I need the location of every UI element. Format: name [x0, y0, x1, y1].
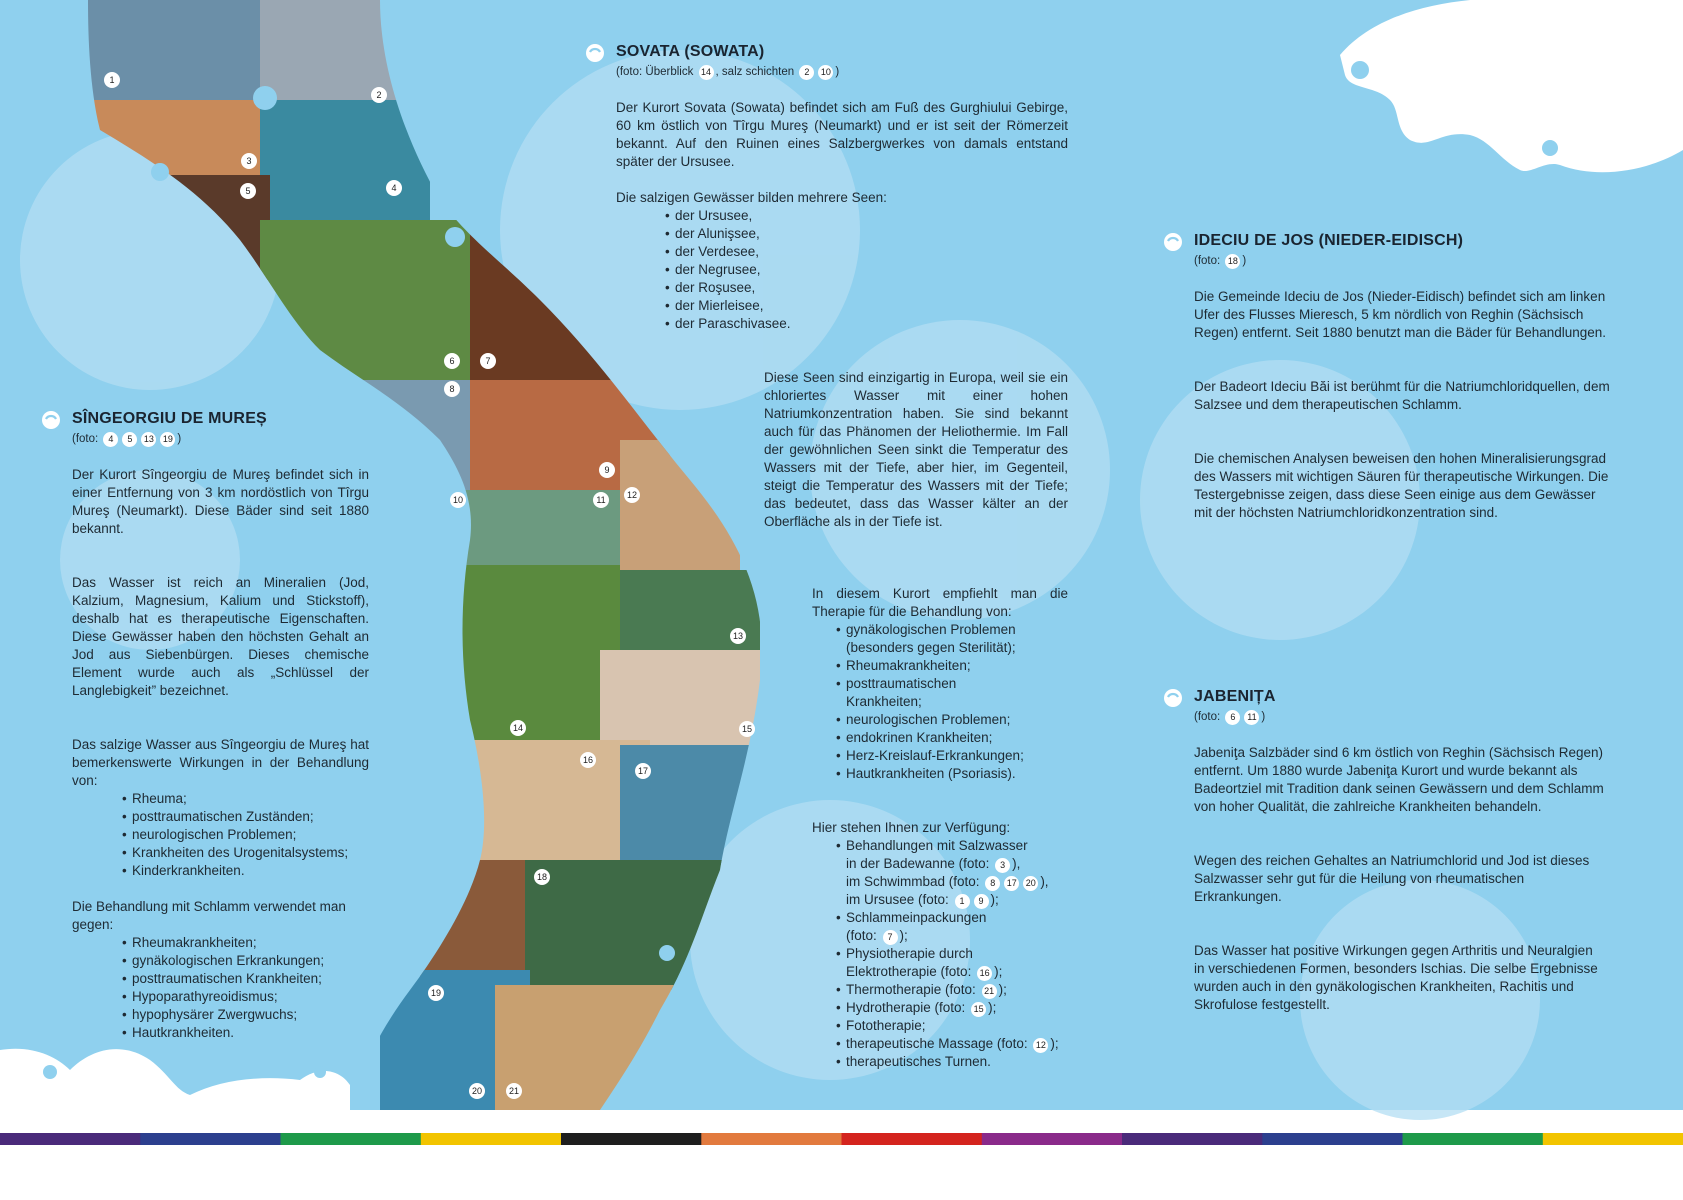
photo-number: 19 [430, 988, 442, 998]
paragraph: Diese Seen sind einzigartig in Europa, weil sie ein chloriertes Wasser mit einer hohen Natriumkonzentration haben. Sie sind bekannt auch für das Phänomen der Heliothermie. Im Fall der gewöhnlichen Seen sinkt die Temperatur des Wassers mit der Tiefe, aber hier, im Gegenteil, steigt die Temperatur des Wassers mit der Tiefe; das bedeutet, dass das Wasser kälter an der Oberfläche als in der Tiefe ist. [764, 370, 1068, 529]
list-item: • der Verdesee, [663, 243, 1068, 261]
photo-number: 10 [452, 495, 464, 505]
list-item: • der Roşusee, [663, 279, 1068, 297]
photo-number: 20 [471, 1086, 483, 1096]
paragraph: Die chemischen Analysen beweisen den hohen Mineralisierungsgrad des Wassers mit wichtigen Säuren für therapeutische Wirkungen. Die Testergebnisse zeigen, dass diese Seen einige aus dem Gewässer mit der höchsten Natriumchloridkonzentration sind. [1194, 451, 1609, 520]
stripe-segment [1122, 1133, 1263, 1145]
paragraph: Der Kurort Sîngeorgiu de Mureş befindet sich in einer Entfernung von 3 km nordöstlich von Tîrgu Mureş (Neumarkt). Diese Bäder sind seit 1880 bekannt. [72, 467, 369, 536]
photo-number: 11 [596, 495, 606, 505]
stripe-segment [1262, 1133, 1403, 1145]
list-item: • Hydrotherapie (foto: 15 ); [834, 999, 1068, 1017]
paragraph: Die Gemeinde Ideciu de Jos (Nieder-Eidisch) befindet sich am linken Ufer des Flusses Mieresch, 5 km nördlich von Reghin (Sächsisch Regen) entfernt. Seit 1880 benutzt man die Bäder für Behandlungen. [1194, 289, 1607, 340]
paragraph: Die salzigen Gewässer bilden mehrere Seen: [616, 190, 887, 205]
stripe-segment [281, 1133, 422, 1145]
photo-number: 4 [391, 183, 397, 193]
paragraph: Der Badeort Ideciu Băi ist berühmt für die Natriumchloridquellen, dem Salzsee und dem therapeutischen Schlamm. [1194, 379, 1610, 412]
stripe-segment [561, 1133, 702, 1145]
list-item: • posttraumatischen Zuständen; [120, 808, 369, 826]
section-title: SÎNGEORGIU DE MUREȘ [72, 410, 369, 428]
list-item: • gynäkologischen Problemen (besonders gegen Sterilität); [834, 621, 1024, 657]
paragraph: Das Wasser hat positive Wirkungen gegen Arthritis und Neuralgien in verschiedenen Formen, besonders Ischias. Die selbe Ergebnisse wurden auch in den gynäkologischen Krankheiten, Rachitis und Skrofulose festgestellt. [1194, 943, 1598, 1012]
photo-number: 17 [637, 766, 649, 776]
list-item: • endokrinen Krankheiten; [834, 729, 1024, 747]
list-item: • Krankheiten des Urogenitalsystems; [120, 844, 369, 862]
list-item: • der Ursusee, [663, 207, 1068, 225]
photo-number: 13 [732, 631, 744, 641]
photo-reference: (foto: 18 ) [1194, 255, 1247, 267]
photo-number: 15 [741, 724, 753, 734]
stripe-segment [0, 1133, 141, 1145]
list-item: • Physiotherapie durch Elektrotherapie (foto: 16 ); [834, 945, 1068, 981]
photo-number: 16 [582, 755, 594, 765]
list-item: • Fototherapie; [834, 1017, 1068, 1035]
list-item: • therapeutische Massage (foto: 12 ); [834, 1035, 1068, 1053]
paragraph: Der Kurort Sovata (Sowata) befindet sich am Fuß des Gurghiului Gebirge, 60 km östlich von Tîrgu Mureş (Neumarkt) und er ist seit der Römerzeit bekannt. Auf den Ruinen eines Salzbergwerkes von damals entstand später der Ursusee. [616, 100, 1068, 169]
list-item: • Behandlungen mit Salzwasser in der Badewanne (foto: 3 ), im Schwimmbad (foto: 8 17 20 ), im Ursusee (foto: 1 9 ); [834, 837, 1068, 909]
photo-number: 3 [246, 156, 252, 166]
availability-list [812, 837, 1068, 1071]
paragraph: Hier stehen Ihnen zur Verfügung: [812, 820, 1011, 835]
list-item: • Hautkrankheiten (Psoriasis). [834, 765, 1024, 783]
section-ideciu [1194, 232, 1614, 540]
paragraph: Das Wasser ist reich an Mineralien (Jod, Kalzium, Magnesium, Kalium und Stickstoff), deshalb hat es therapeutische Eigenschaften. Diese Gewässer haben den höchsten Gehalt an Jod aus Siebenbürgen. Dieses chemische Element wurde auch als „Schlüssel der Langlebigkeit” bezeichnet. [72, 575, 369, 698]
section-singeorgiu [72, 410, 369, 1042]
lake-list [616, 207, 1068, 333]
list-item: • neurologischen Problemen; [120, 826, 369, 844]
paragraph: Jabeniţa Salzbäder sind 6 km östlich von Reghin (Sächsisch Regen) entfernt. Um 1880 wurde Jabeniţa Kurort und wurde bekannt als Badeortziel mit Tradition dank seinen Gewässern und dem Schlamm von hoher Qualität, die zahlreiche Krankheiten behandeln. [1194, 745, 1604, 814]
therapy-list [812, 621, 1024, 783]
list-item: • der Mierleisee, [663, 297, 1068, 315]
bullet-list [72, 934, 369, 1042]
paragraph: Wegen des reichen Gehaltes an Natriumchlorid und Jod ist dieses Salzwasser sehr gut für die Heilung von rheumatischen Erkrankungen. [1194, 853, 1590, 904]
therapy-block [812, 585, 1068, 1071]
photo-number: 1 [109, 75, 115, 85]
list-item: • der Negrusee, [663, 261, 1068, 279]
color-stripe-bar [0, 1133, 1683, 1145]
list-item: • posttraumatischen Krankheiten; [120, 970, 369, 988]
list-item: • Herz-Kreislauf-Erkrankungen; [834, 747, 1024, 765]
stripe-segment [842, 1133, 983, 1145]
section-title: JABENIȚA [1194, 688, 1604, 706]
swirl-icon [42, 411, 60, 429]
photo-number: 8 [449, 384, 455, 394]
list-item: • posttraumatischen Krankheiten; [834, 675, 1024, 711]
stripe-segment [140, 1133, 281, 1145]
list-item: • Schlammeinpackungen (foto: 7 ); [834, 909, 1068, 945]
paragraph: In diesem Kurort empfiehlt man die Therapie für die Behandlung von: [812, 586, 1068, 619]
paragraph: Die Behandlung mit Schlamm verwendet man gegen: [72, 899, 346, 932]
photo-number: 5 [245, 186, 251, 196]
section-jabenita [1194, 688, 1604, 1032]
list-item: • Hautkrankheiten. [120, 1024, 369, 1042]
photo-reference: (foto: Überblick 14 , salz schichten 2 10 ) [616, 66, 840, 78]
list-item: • der Paraschivasee. [663, 315, 1068, 333]
photo-number: 12 [626, 490, 638, 500]
list-item: • hypophysärer Zwergwuchs; [120, 1006, 369, 1024]
list-item: • Hypoparathyreoidismus; [120, 988, 369, 1006]
photo-reference: (foto: 6 11 ) [1194, 711, 1266, 723]
stripe-segment [421, 1133, 562, 1145]
swirl-icon [1164, 233, 1182, 251]
stripe-segment [701, 1133, 842, 1145]
list-item: • Kinderkrankheiten. [120, 862, 369, 880]
photo-number: 2 [376, 90, 382, 100]
photo-number: 14 [512, 723, 524, 733]
list-item: • Rheumakrankheiten; [834, 657, 1024, 675]
photo-reference: (foto: 4 5 13 19 ) [72, 433, 182, 445]
stripe-segment [982, 1133, 1123, 1145]
list-item: • therapeutisches Turnen. [834, 1053, 1068, 1071]
list-item: • der Alunişsee, [663, 225, 1068, 243]
list-item: • Thermotherapie (foto: 21 ); [834, 981, 1068, 999]
stripe-segment [1543, 1133, 1683, 1145]
photo-number: 7 [485, 356, 491, 366]
list-item: • Rheuma; [120, 790, 369, 808]
swirl-icon [586, 44, 604, 62]
bullet-list [72, 790, 369, 880]
photo-number: 6 [449, 356, 455, 366]
section-sovata [616, 43, 1068, 1071]
list-item: • Rheumakrankheiten; [120, 934, 369, 952]
paragraph: Das salzige Wasser aus Sîngeorgiu de Mureş hat bemerkenswerte Wirkungen in der Behandlung von: [72, 737, 369, 788]
photo-number: 9 [604, 465, 610, 475]
swirl-icon [1164, 689, 1182, 707]
section-title: SOVATA (SOWATA) [616, 43, 1068, 61]
list-item: • neurologischen Problemen; [834, 711, 1024, 729]
section-title: IDECIU DE JOS (NIEDER-EIDISCH) [1194, 232, 1614, 250]
list-item: • gynäkologischen Erkrankungen; [120, 952, 369, 970]
stripe-segment [1403, 1133, 1544, 1145]
photo-number: 18 [536, 872, 548, 882]
photo-number: 21 [508, 1086, 520, 1096]
